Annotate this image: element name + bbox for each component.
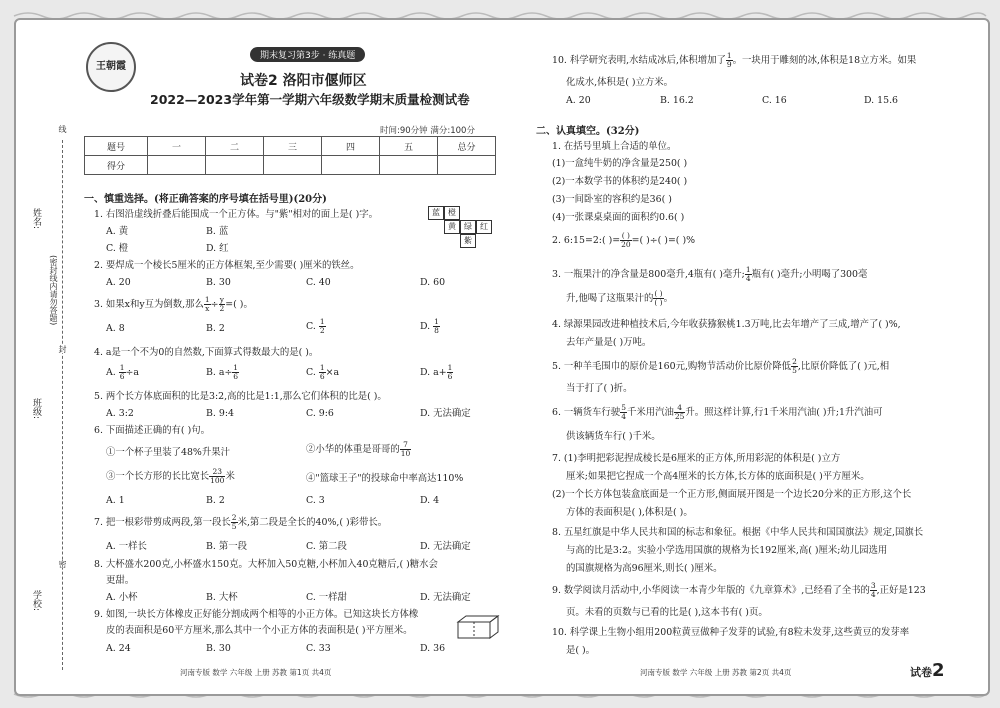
q10-tail: 。一块用于雕刻的冰,体积是18立方米。如果 bbox=[732, 55, 917, 66]
score-value-cell[interactable] bbox=[264, 156, 322, 175]
numerator: 1 bbox=[434, 317, 439, 326]
q8-option-a[interactable]: A. 小杯 bbox=[106, 592, 138, 603]
seal-warning: (密封线内请勿答题) bbox=[49, 255, 58, 326]
denominator: 2 bbox=[219, 304, 225, 313]
fill-5-text: 5. 一种羊毛围巾的原价是160元,购物节活动价比原价降低 bbox=[552, 361, 792, 372]
fill-1: 1. 在括号里填上合适的单位。 bbox=[552, 141, 677, 152]
score-value-cell[interactable] bbox=[206, 156, 264, 175]
numerator: 1 bbox=[745, 265, 751, 274]
score-value-cell[interactable] bbox=[322, 156, 380, 175]
question-1: 1. 右图沿虚线折叠后能围成一个正方体。与"紫"相对的面上是( )字。 bbox=[94, 209, 378, 220]
net-face: 蓝 bbox=[428, 206, 444, 220]
q3-tail: =( )。 bbox=[225, 299, 253, 310]
section-1-heading: 一、慎重选择。(将正确答案的序号填在括号里)(20分) bbox=[84, 194, 327, 205]
denominator: 100 bbox=[210, 476, 225, 485]
fill-9-tail: ,正好是123 bbox=[876, 585, 926, 596]
section-2-heading: 二、认真填空。(32分) bbox=[536, 126, 640, 137]
option-letter: A. bbox=[106, 367, 119, 378]
right-footer: 河南专版 数学 六年级 上册 苏教 第2页 共4页 bbox=[640, 668, 792, 677]
fill-3-tail: 瓶有( )毫升;小明喝了300毫 bbox=[751, 269, 868, 280]
fill-10-line-1: 10. 科学课上生物小组用200粒黄豆做种子发芽的试验,有8粒未发芽,这些黄豆的发芽率 bbox=[552, 627, 910, 638]
numerator: 3 bbox=[870, 581, 876, 590]
school-label: 学校: bbox=[31, 590, 41, 612]
numerator: 5 bbox=[621, 403, 626, 412]
fill-2-tail: =( )÷( )=( )% bbox=[631, 235, 696, 246]
q10-text: 10. 科学研究表明,水结成冰后,体积增加了 bbox=[552, 55, 726, 66]
question-3: 3. 如果x和y互为倒数,那么 $\frac{1}{x}$ ÷ $\frac{y}{2}$ =( )。 bbox=[94, 295, 253, 313]
fraction bbox=[231, 514, 238, 531]
option-letter: C. bbox=[306, 367, 319, 378]
fraction bbox=[870, 582, 877, 599]
q6-option-c[interactable]: C. 3 bbox=[306, 495, 325, 506]
fill-3-text-2: 升,他喝了这瓶果汁的 bbox=[566, 293, 654, 304]
q6-statement-1: ①一个杯子里装了48%升果汁 bbox=[106, 447, 230, 458]
fill-3-line-2: 升,他喝了这瓶果汁的 $\frac{( )}{( )}$ 。 bbox=[566, 289, 673, 307]
fill-5-line-1 bbox=[552, 358, 889, 375]
fill-8-line-3: 的国旗规格为高96厘米,则长( )厘米。 bbox=[566, 563, 723, 574]
question-8-line-2: 更甜。 bbox=[106, 575, 135, 586]
fill-9-line-1 bbox=[552, 582, 926, 599]
fraction bbox=[653, 290, 663, 307]
denominator: 9 bbox=[726, 60, 732, 69]
net-face: 绿 bbox=[460, 220, 476, 234]
q5-option-c[interactable]: C. 9:6 bbox=[306, 408, 334, 419]
fill-1-item-1: (1)一盒纯牛奶的净含量是250( ) bbox=[552, 158, 688, 169]
q6-statement-3 bbox=[106, 468, 235, 485]
fill-7-line-1: 7. (1)李明把彩泥捏成棱长是6厘米的正方体,所用彩泥的体积是( )立方 bbox=[552, 453, 841, 464]
q5-option-b[interactable]: B. 9:4 bbox=[206, 408, 234, 419]
denominator: ( ) bbox=[654, 298, 663, 307]
score-table bbox=[84, 136, 496, 175]
q1-option-d[interactable]: D. 红 bbox=[206, 243, 229, 254]
fill-8-line-2: 与高的比是3:2。实验小学选用国旗的规格为长192厘米,高( )厘米;幼儿园选用 bbox=[566, 545, 888, 556]
numerator: 4 bbox=[674, 404, 686, 413]
net-face: 紫 bbox=[460, 234, 476, 248]
question-10-line-1 bbox=[552, 52, 916, 69]
fill-3-text: 3. 一瓶果汁的净含量是800毫升,4瓶有( )毫升; bbox=[552, 269, 745, 280]
q2-option-d[interactable]: D. 60 bbox=[420, 277, 446, 288]
denominator: 10 bbox=[400, 449, 411, 458]
denominator: 4 bbox=[621, 412, 626, 421]
class-label: 班级: bbox=[31, 398, 41, 420]
score-value-cell: 得分 bbox=[85, 156, 148, 175]
score-header-cell: 四 bbox=[322, 137, 380, 156]
q10-option-c[interactable]: C. 16 bbox=[762, 95, 787, 106]
q7-tail: 米,第二段是全长的40%,( )彩带长。 bbox=[237, 517, 388, 528]
seal-mark-line: 线 bbox=[58, 125, 67, 133]
fill-6-text: 6. 一辆货车行驶 bbox=[552, 407, 621, 418]
denominator: 20 bbox=[621, 240, 631, 249]
question-4: 4. a是一个不为0的自然数,下面算式得数最大的是( )。 bbox=[94, 347, 319, 358]
numerator: 1 bbox=[319, 363, 325, 372]
fill-5-line-2: 当于打了( )折。 bbox=[566, 383, 633, 394]
q4-option-b[interactable] bbox=[206, 364, 239, 381]
q7-option-a[interactable]: A. 一样长 bbox=[106, 541, 147, 552]
fill-2-text: 2. 6:15=2:( )= bbox=[552, 235, 621, 246]
q7-option-c[interactable]: C. 第二段 bbox=[306, 541, 347, 552]
page-tag bbox=[910, 660, 945, 681]
numerator: 7 bbox=[400, 441, 412, 450]
q9-option-a[interactable]: A. 24 bbox=[106, 643, 131, 654]
net-face: 橙 bbox=[444, 206, 460, 220]
fill-10-line-2: 是( )。 bbox=[566, 645, 596, 656]
exam-subtitle: 2022—2023学年第一学期六年级数学期末质量检测试卷 bbox=[150, 92, 470, 107]
score-header-cell: 一 bbox=[148, 137, 206, 156]
denominator: 5 bbox=[231, 522, 237, 531]
fill-9-line-2: 页。未看的页数与已看的比是( ),这本书有( )页。 bbox=[566, 607, 768, 618]
fill-6-mid: 千米用汽油 bbox=[626, 407, 674, 418]
fraction bbox=[726, 52, 733, 69]
fill-7-line-2: 厘米;如果把它捏成一个高4厘米的长方体,长方体的底面积是( )平方厘米。 bbox=[566, 471, 870, 482]
q7-option-d[interactable]: D. 无法确定 bbox=[420, 541, 471, 552]
numerator: 1 bbox=[726, 51, 732, 60]
net-face: 红 bbox=[476, 220, 492, 234]
fill-2 bbox=[552, 232, 695, 249]
fill-8-line-1: 8. 五星红旗是中华人民共和国的标志和象征。根据《中华人民共和国国旗法》规定,国旗长 bbox=[552, 527, 924, 538]
denominator: 4 bbox=[870, 590, 876, 599]
q4-option-d[interactable] bbox=[420, 364, 453, 381]
denominator: 6 bbox=[233, 372, 239, 381]
fill-1-item-3: (3)一间卧室的容积约是36( ) bbox=[552, 194, 672, 205]
numerator: 2 bbox=[231, 513, 237, 522]
score-value-row bbox=[85, 156, 496, 175]
numerator: y bbox=[219, 295, 225, 304]
q7-text: 7. 把一根彩带剪成两段,第一段长 bbox=[94, 517, 231, 528]
score-header-cell: 二 bbox=[206, 137, 264, 156]
fill-9-text: 9. 数学阅读月活动中,小华阅读一本青少年版的《九章算术》,已经看了全书的 bbox=[552, 585, 870, 596]
seal-mark-seal: 封 bbox=[58, 345, 67, 353]
question-9-line-1: 9. 如图,一块长方体橡皮正好能分割成两个相等的小正方体。已知这块长方体橡 bbox=[94, 609, 419, 620]
q8-option-d[interactable]: D. 无法确定 bbox=[420, 592, 471, 603]
fill-6-tail: 升。照这样计算,行1千米用汽油( )升;1升汽油可 bbox=[685, 407, 883, 418]
fraction bbox=[204, 296, 211, 313]
q6-option-d[interactable]: D. 4 bbox=[420, 495, 440, 506]
denominator: x bbox=[205, 304, 210, 313]
question-6: 6. 下面描述正确的有( )句。 bbox=[94, 425, 210, 436]
numerator: 1 bbox=[447, 363, 453, 372]
score-header-cell: 三 bbox=[264, 137, 322, 156]
q3-option-d[interactable] bbox=[420, 318, 440, 335]
q5-option-a[interactable]: A. 3:2 bbox=[106, 408, 134, 419]
fraction bbox=[620, 404, 627, 421]
fraction bbox=[674, 404, 686, 421]
fill-1-item-2: (2)一本数学书的体积约是240( ) bbox=[552, 176, 688, 187]
numerator: 1 bbox=[319, 317, 325, 326]
option-suffix: ×a bbox=[325, 367, 340, 378]
statement-tail: 米 bbox=[225, 471, 235, 482]
q3-option-a[interactable]: A. 8 bbox=[106, 323, 125, 334]
cuboid-figure bbox=[456, 614, 502, 640]
fraction bbox=[319, 318, 326, 335]
numerator: 23 bbox=[209, 468, 225, 477]
q7-option-b[interactable]: B. 第一段 bbox=[206, 541, 247, 552]
denominator: 8 bbox=[434, 326, 439, 335]
q3-text: 3. 如果x和y互为倒数,那么 bbox=[94, 299, 204, 310]
q2-option-b[interactable]: B. 30 bbox=[206, 277, 231, 288]
denominator: 25 bbox=[674, 412, 685, 421]
page-tag-label: 试卷 bbox=[910, 666, 932, 679]
q2-option-c[interactable]: C. 40 bbox=[306, 277, 331, 288]
denominator: 6 bbox=[119, 372, 125, 381]
option-letter: D. a+ bbox=[420, 367, 447, 378]
fill-3-line-1 bbox=[552, 266, 867, 283]
option-letter: D. bbox=[420, 321, 434, 332]
fraction bbox=[447, 364, 454, 381]
denominator: 2 bbox=[319, 326, 325, 335]
numerator: 1 bbox=[119, 363, 125, 372]
score-header-cell: 题号 bbox=[85, 137, 148, 156]
q1-option-a[interactable]: A. 黄 bbox=[106, 226, 129, 237]
q3-option-c[interactable] bbox=[306, 318, 326, 335]
fill-6-line-1 bbox=[552, 404, 883, 421]
option-suffix: ÷a bbox=[125, 367, 139, 378]
q8-option-c[interactable]: C. 一样甜 bbox=[306, 592, 347, 603]
question-8-line-1: 8. 大杯盛水200克,小杯盛水150克。大杯加入50克糖,小杯加入40克糖后,( )糖水会 bbox=[94, 559, 438, 570]
numerator: 2 bbox=[792, 357, 797, 366]
q9-option-d[interactable]: D. 36 bbox=[420, 643, 446, 654]
score-value-cell[interactable] bbox=[148, 156, 206, 175]
score-header-cell: 总分 bbox=[438, 137, 496, 156]
denominator: 5 bbox=[792, 366, 797, 375]
q1-option-c[interactable]: C. 橙 bbox=[106, 243, 129, 254]
fill-5-tail: ,比原价降低了( )元,相 bbox=[797, 361, 890, 372]
question-9-line-2: 皮的表面积是60平方厘米,那么其中一个小正方体的表面积是( )平方厘米。 bbox=[106, 625, 413, 636]
page-tag-number: 2 bbox=[932, 660, 945, 681]
fill-7-line-3: (2)一个长方体包装盒底面是一个正方形,侧面展开图是一个边长20分米的正方形,这个长 bbox=[552, 489, 912, 500]
fill-4-line-2: 去年产量是( )万吨。 bbox=[566, 337, 652, 348]
q8-option-b[interactable]: B. 大杯 bbox=[206, 592, 238, 603]
q6-option-b[interactable]: B. 2 bbox=[206, 495, 225, 506]
q4-option-a[interactable] bbox=[106, 364, 139, 381]
cube-net-figure bbox=[428, 206, 492, 258]
fraction bbox=[791, 358, 798, 375]
q3-option-b[interactable]: B. 2 bbox=[206, 323, 225, 334]
numerator: ( ) bbox=[654, 289, 663, 298]
statement-text: ②小华的体重是哥哥的 bbox=[306, 444, 400, 455]
fraction bbox=[400, 441, 412, 458]
fill-7-line-4: 方体的表面积是( ),体积是( )。 bbox=[566, 507, 693, 518]
question-5: 5. 两个长方体底面积的比是3:2,高的比是1:1,那么它们体积的比是( )。 bbox=[94, 391, 387, 402]
q10-option-b[interactable]: B. 16.2 bbox=[660, 95, 694, 106]
left-footer: 河南专版 数学 六年级 上册 苏教 第1页 共4页 bbox=[180, 668, 332, 677]
statement-text: ③一个长方形的长比宽长 bbox=[106, 471, 210, 482]
fraction bbox=[745, 266, 752, 283]
net-face: 黄 bbox=[444, 220, 460, 234]
option-letter: C. bbox=[306, 321, 319, 332]
q10-option-d[interactable]: D. 15.6 bbox=[864, 95, 899, 106]
q1-option-b[interactable]: B. 蓝 bbox=[206, 226, 229, 237]
score-value-cell[interactable] bbox=[380, 156, 438, 175]
fraction bbox=[620, 232, 632, 249]
logo-badge: 王朝霞 bbox=[86, 42, 136, 92]
fraction bbox=[209, 468, 225, 485]
denominator: 6 bbox=[447, 372, 453, 381]
exam-title: 试卷2 洛阳市偃师区 bbox=[240, 73, 367, 89]
question-10-line-2: 化成水,体积是( )立方米。 bbox=[566, 77, 674, 88]
numerator: ( ) bbox=[621, 231, 630, 240]
seal-mark-secret: 密 bbox=[58, 560, 67, 568]
score-value-cell[interactable] bbox=[438, 156, 496, 175]
q9-option-c[interactable]: C. 33 bbox=[306, 643, 331, 654]
q6-option-a[interactable]: A. 1 bbox=[106, 495, 125, 506]
fill-6-line-2: 供该辆货车行( )千米。 bbox=[566, 431, 661, 442]
fraction bbox=[319, 364, 326, 381]
name-label: 姓名: bbox=[31, 208, 41, 230]
fill-4-line-1: 4. 绿源果园改进种植技术后,今年收获猕猴桃1.3万吨,比去年增产了三成,增产了( )%, bbox=[552, 319, 901, 330]
banner-label: 期末复习第3步 · 练真题 bbox=[250, 47, 365, 62]
q6-statement-2 bbox=[306, 441, 411, 458]
fill-1-item-4: (4)一张课桌桌面的面积约0.6( ) bbox=[552, 212, 685, 223]
score-header-row bbox=[85, 137, 496, 156]
score-header-cell: 五 bbox=[380, 137, 438, 156]
fraction bbox=[119, 364, 126, 381]
q10-option-a[interactable]: A. 20 bbox=[566, 95, 591, 106]
q9-option-b[interactable]: B. 30 bbox=[206, 643, 231, 654]
fraction bbox=[433, 318, 440, 335]
q2-option-a[interactable]: A. 20 bbox=[106, 277, 131, 288]
fraction bbox=[232, 364, 239, 381]
question-2: 2. 要焊成一个棱长5厘米的正方体框架,至少需要( )厘米的铁丝。 bbox=[94, 260, 360, 271]
q5-option-d[interactable]: D. 无法确定 bbox=[420, 408, 471, 419]
denominator: 6 bbox=[319, 372, 325, 381]
numerator: 1 bbox=[204, 295, 210, 304]
option-letter: B. a÷ bbox=[206, 367, 233, 378]
time-score: 时间:90分钟 满分:100分 bbox=[380, 126, 475, 136]
q6-statement-4: ④"篮球王子"的投球命中率高达110% bbox=[306, 473, 464, 484]
numerator: 1 bbox=[233, 363, 239, 372]
q4-option-c[interactable] bbox=[306, 364, 339, 381]
denominator: 4 bbox=[745, 274, 751, 283]
question-7 bbox=[94, 514, 387, 531]
seal-line bbox=[62, 140, 63, 670]
